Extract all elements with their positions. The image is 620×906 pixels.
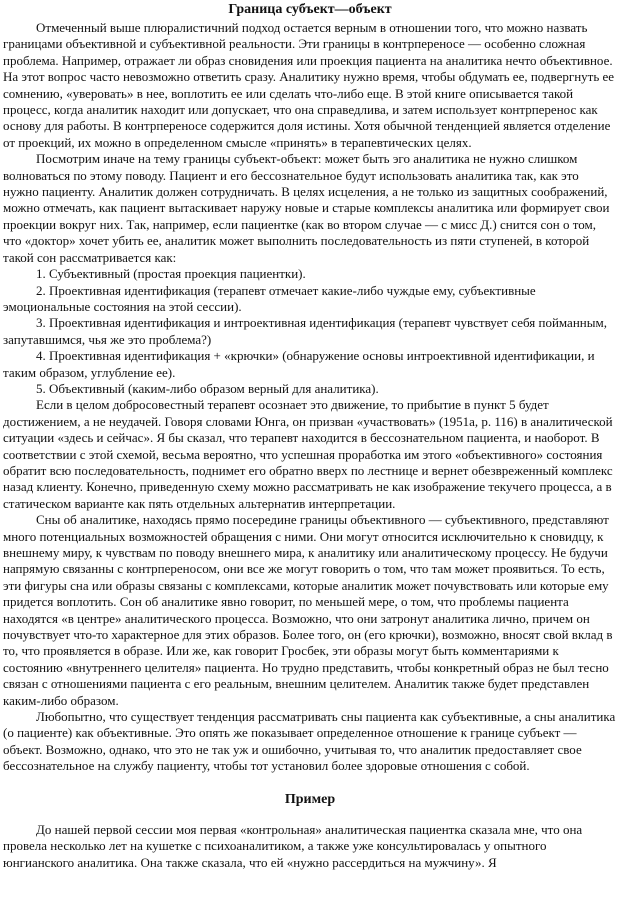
paragraph-3: Если в целом добросовестный терапевт осознает это движение, то прибытие в пункт 5 будет достижением, а не неудачей. Говоря словами Юнга, он призван «участвовать» (1951а, р. 116) в аналитической ситуации «здесь и сейчас». Я бы сказал, что терапевт находится в бессознательном пациента, и наоборот. В соответствии с этой схемой, весьма вероятно, что успешная проработка им этого «объективного» состояния обратит всю последовательность, поднимет его обратно вверх по лестнице и вернет обезвреженный комплекс назад клиенту. Конечно, приведенную схему можно рассматривать не как изображение текучего процесса, а в статическом варианте как пять отдельных альтернатив интерпретации.	[3, 397, 613, 511]
paragraph-5: Любопытно, что существует тенденция рассматривать сны пациента как субъективные, а сны аналитика (о пациенте) как объективные. Это опять же показывает определенное отношение к границе субъект — объект. Возможно, однако, что это не так уж и ошибочно, учитывая то, что аналитик предоставляет свое бессознательное на службу пациенту, чтобы тот установил более здоровые отношения с собой.	[3, 709, 616, 774]
paragraph-4: Сны об аналитике, находясь прямо посередине границы объективного — субъективного, представляют много потенциальных возможностей обращения с ними. Они могут относится исключительно к сновидцу, к внешнему миру, к чувствам по поводу внешнего мира, к аналитику или аналитическому процессу. Не будучи напрямую связанны с контрпереносом, они все же могут говорить о том, что там может проявиться. То есть, эти фигуры сна или образы связаны с комплексами, которые аналитик может почувствовать или которые ему придется воплотить. Сон об аналитике явно говорит, по меньшей мере, о том, что проблемы пациента находятся «в центре» аналитического процесса. Возможно, что они затронут аналитика лично, причем он почувствует что-то характерное для этих образов. Более того, он (его крючки), возможно, вносят свой вклад в то, что проявляется в образе. Или же, как говорит Гросбек, эти образы могут быть комментариями к состоянию «внутреннего целителя» пациента. Но трудно представить, чтобы конкретный образ не был тесно связан с отношениями пациента с его реальным, внешним целителем. Аналитик также будет представлен каким-либо образом.	[3, 512, 613, 708]
list-item-1: 1. Субъективный (простая проекция пациентки).	[36, 266, 306, 282]
list-item-2: 2. Проективная идентификация (терапевт отмечает какие-либо чуждые ему, субъективные эмоциональные состояния на этой сессии).	[3, 282, 536, 314]
paragraph-2: Посмотрим иначе на тему границы субъект-объект: может быть эго аналитика не нужно слишком волноваться по этому поводу. Пациент и его бессознательное будут использовать аналитика так, как это нужно пациенту. Аналитик должен сотрудничать. В целях исцеления, а не только из защитных соображений, можно отмечать, как пациент вытаскивает наружу новые и старые комплексы аналитика или формирует свои проекции вокруг них. Так, например, если пациентке (как во втором случае — с мисс Д.) снится сон о том, что «доктор» хочет убить ее, аналитик может выполнить последовательность из пяти ступеней, в которой такой сон рассматривается как:	[3, 151, 610, 265]
document-page	[3, 0, 617, 871]
section-heading: Пример	[284, 791, 336, 807]
list-item-4: 4. Проективная идентификация + «крючки» (обнаружение основы интроективной идентификации, и таким образом, углубление ее).	[3, 348, 595, 380]
section-paragraph: До нашей первой сессии моя первая «контрольная» аналитическая пациентка сказала мне, что она провела несколько лет на кушетке с психоаналитиком, а также уже консультировалась у опытного юнгианского аналитика. Она также сказала, что ей «нужно рассердиться на мужчину». Я	[3, 821, 583, 870]
document-title: Граница субъект—объект	[228, 2, 392, 17]
paragraph-1: Отмеченный выше плюралистичний подход остается верным в отношении того, что можно назвать границами объективной и субъективной реальности. Эти границы в контрпереносе — особенно сложная проблема. Например, отражает ли образ сновидения или проекция пациента на аналитика нечто объективное. На этот вопрос часто невозможно ответить сразу. Аналитику нужно время, чтобы обдумать ее, подвергнуть ее сомнению, «уверовать» в нее, воплотить ее или сделать что-либо еще. В этой книге описывается такой процесс, когда аналитик находит или допускает, что она справедлива, и затем использует контрперенос как основу для работы. В контрпереносе содержится доля истины. Хотя обычной тенденцией является отделение от проекций, их можно в определенном смысле «принять» в терапевтических целях.	[3, 20, 615, 150]
list-item-3: 3. Проективная идентификация и интроективная идентификация (терапевт чувствует себя пойманным, запутавшимся, чья же это проблема?)	[3, 315, 607, 347]
list-item-5: 5. Объективный (каким-либо образом верный для аналитика).	[36, 380, 379, 396]
